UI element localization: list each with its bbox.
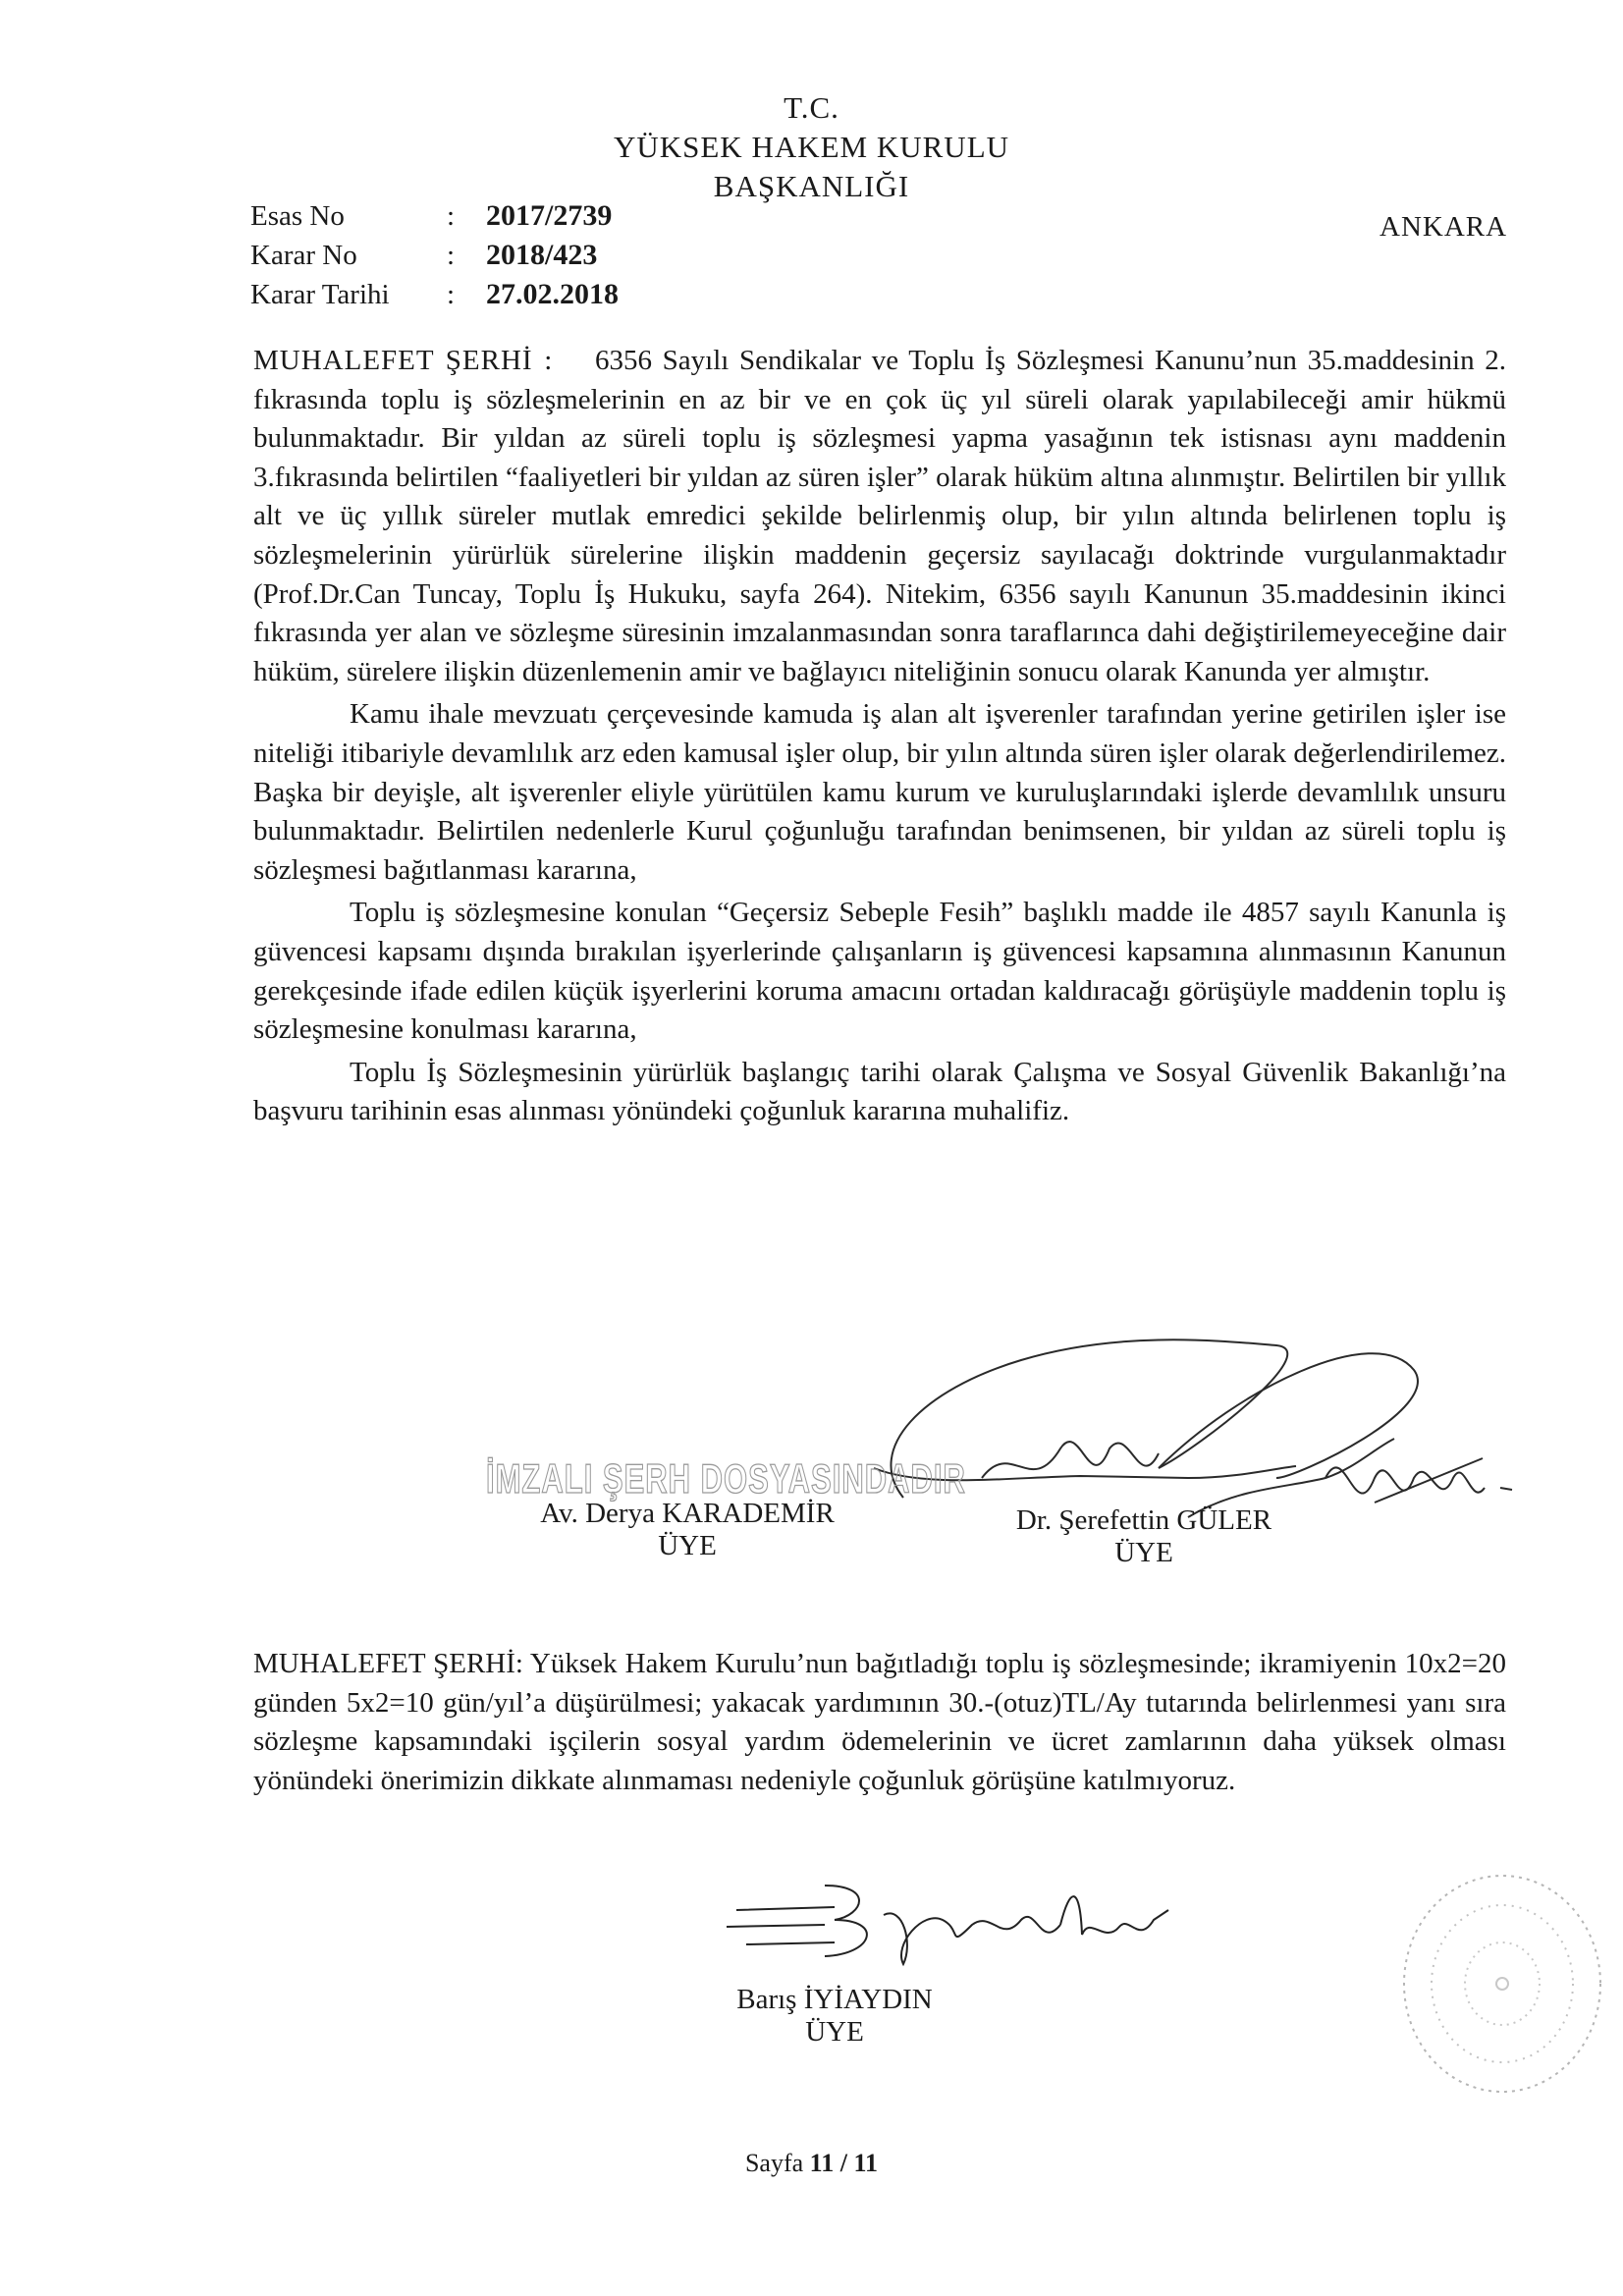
dissent-section-1 — [253, 342, 1506, 1131]
paragraph-3: Toplu iş sözleşmesine konulan “Geçersiz Sebeple Fesih” başlıklı madde ile 4857 sayılı Kanunla iş güvencesi kapsamı dışında bırakılan işyerlerinde çalışanların iş güvencesi kapsamına alınmasının Kanunun gerekçesinde ifade edilen küçük işyerlerini koruma amacını ortadan kaldıracağı görüşüyle maddenin toplu iş sözleşmesine konulması kararına, — [253, 897, 1506, 1046]
dissent-section-2 — [253, 1645, 1506, 1800]
signature-iyiaydin — [717, 1866, 1178, 1974]
signer-guler — [967, 1504, 1321, 1569]
esas-row — [250, 196, 619, 236]
dissent-label: MUHALEFET ŞERHİ : — [253, 345, 554, 376]
official-seal — [1394, 1866, 1610, 2102]
separator: : — [447, 240, 456, 271]
paragraph-5: MUHALEFET ŞERHİ: Yüksek Hakem Kurulu’nun bağıtladığı toplu iş sözleşmesinde; ikramiyenin 10x2=20 günden 5x2=10 gün/yıl’a düşürülmesi; yakacak yardımının 30.-(otuz)TL/Ay tutarında belirlenmesi yanı sıra sözleşme kapsamındaki işçilerin sosyal yardım ödemelerinin ve ücret zamlarının daha yüksek olması yönündeki önerimizin dikkate alınmaması nedeniyle çoğunluk görüşüne katılmıyoruz. — [253, 1648, 1506, 1796]
paragraph-1-text: 6356 Sayılı Sendikalar ve Toplu İş Sözleşmesi Kanunu’nun 35.maddesinin 2. fıkrasında toplu iş sözleşmelerinin en az bir ve en çok üç yıl süreli olarak yapılabileceği amir hükmü bulunmaktadır. Bir yıldan az süreli toplu iş sözleşmesi yapma yasağının tek istisnası aynı maddenin 3.fıkrasında belirtilen “faaliyetleri bir yıldan az süren işler” olarak hüküm altına alınmıştır. Belirtilen bir yıllık alt ve üç yıllık süreler mutlak emredici şekilde belirlenmiş olup, bir yılın altında belirlenen toplu iş sözleşmelerinin yürürlük sürelerine ilişkin maddenin geçersiz sayılacağı doktrinde vurgulanmaktadır (Prof.Dr.Can Tuncay, Toplu İş Hukuku, sayfa 264). Nitekim, 6356 sayılı Kanunun 35.maddesinin ikinci fıkrasında yer alan ve sözleşme süresinin imzalanmasından sonra taraflarınca dahi değiştirilemeyeceğine dair hüküm, sürelere ilişkin düzenlemenin amir ve bağlayıcı niteliğinin sonucu olarak Kanunda yer almıştır. — [253, 345, 1506, 687]
signer-iyiaydin — [687, 1984, 982, 2049]
header-tc: T.C. — [784, 90, 839, 125]
tarih-row — [250, 275, 619, 314]
paragraph-1 — [253, 342, 1506, 691]
header-institution: YÜKSEK HAKEM KURULU — [613, 130, 1010, 164]
signer-role: ÜYE — [805, 2016, 864, 2048]
esas-label: Esas No — [250, 200, 345, 232]
signer-role: ÜYE — [658, 1530, 717, 1561]
signer-name: Barış İYİAYDIN — [736, 1984, 933, 2015]
karar-value: 2018/423 — [486, 239, 598, 271]
esas-value: 2017/2739 — [486, 199, 613, 232]
paragraph-2: Kamu ihale mevzuatı çerçevesinde kamuda iş alan alt işverenler tarafından yerine getirilen işler ise niteliği itibariyle devamlılık arz eden kamusal işler olup, bir yılın altında süren işler olarak değerlendirilemez. Başka bir deyişle, alt işverenler eliyle yürütülen kamu kurum ve kuruluşlarındaki işlerde devamlılık unsuru bulunmaktadır. Belirtilen nedenlerle Kurul çoğunluğu tarafından benimsenen, bir yıldan az süreli toplu iş sözleşmesi bağıtlanması kararına, — [253, 698, 1506, 886]
tarih-label: Karar Tarihi — [250, 279, 390, 310]
tarih-value: 27.02.2018 — [486, 278, 619, 310]
case-meta — [250, 196, 619, 314]
separator: : — [447, 279, 456, 310]
signer-name: Av. Derya KARADEMİR — [540, 1498, 835, 1529]
karar-row — [250, 236, 619, 275]
page-footer — [0, 2149, 1623, 2178]
signer-role: ÜYE — [1114, 1537, 1173, 1568]
signer-name: Dr. Şerefettin GÜLER — [1015, 1504, 1272, 1536]
signed-dissent-stamp: İMZALI ŞERH DOSYASINDADIR — [486, 1455, 966, 1503]
karar-label: Karar No — [250, 240, 357, 271]
page-number: 11 / 11 — [809, 2149, 879, 2177]
paragraph-4: Toplu İş Sözleşmesinin yürürlük başlangıç tarihi olarak Çalışma ve Sosyal Güvenlik Bakanlığı’na başvuru tarihinin esas alınması yönündeki çoğunluk kararına muhalifiz. — [253, 1056, 1506, 1127]
separator: : — [447, 200, 456, 232]
signer-karademir — [511, 1498, 864, 1562]
header-presidency: BAŞKANLIĞI — [713, 169, 910, 203]
footer-prefix: Sayfa — [744, 2149, 804, 2177]
city: ANKARA — [1380, 211, 1508, 243]
